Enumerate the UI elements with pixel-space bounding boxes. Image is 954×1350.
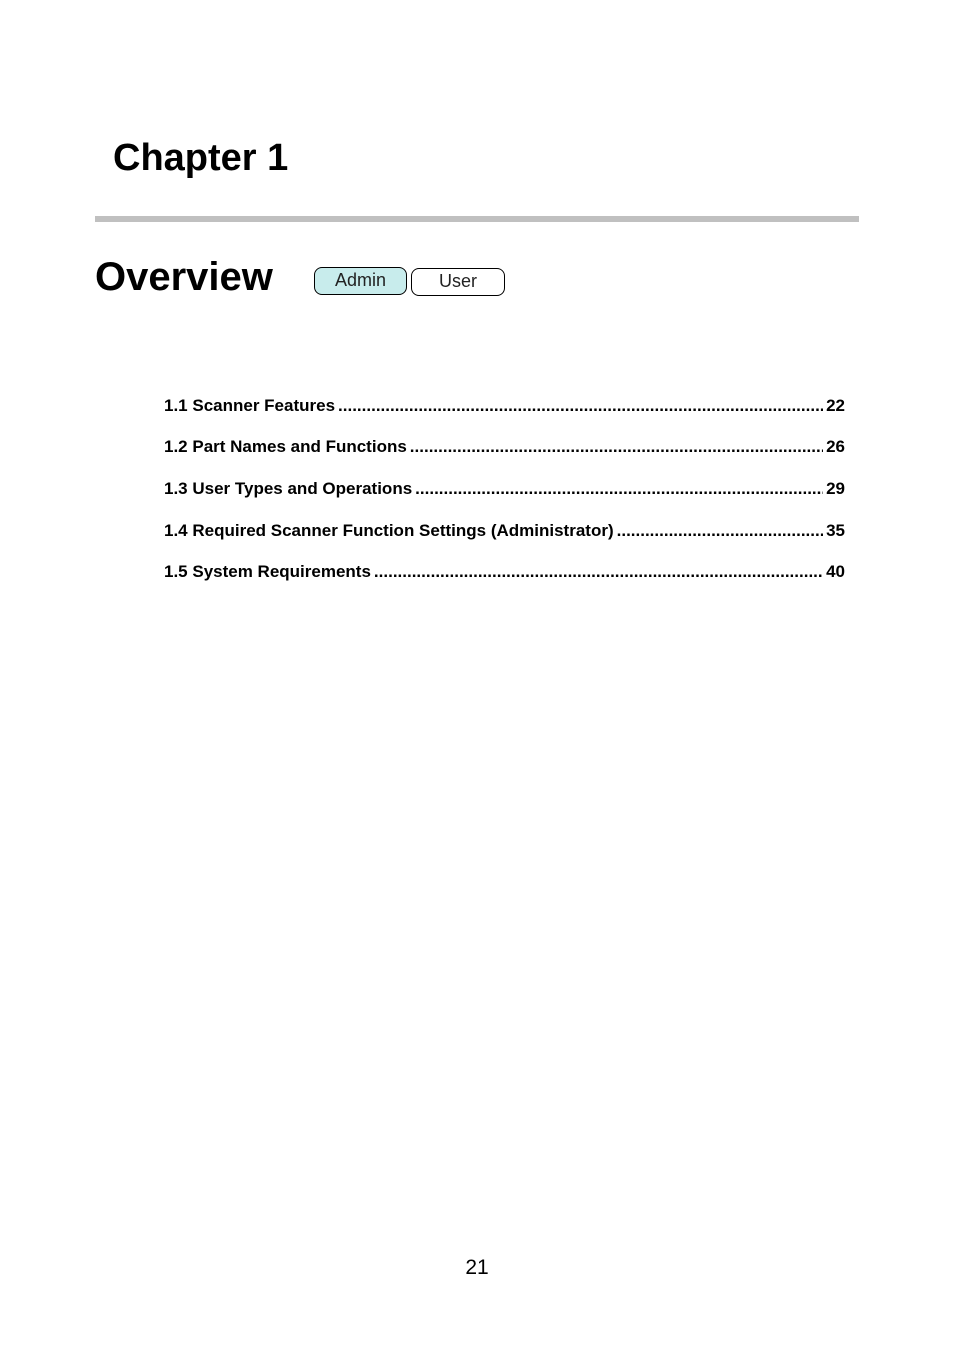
page-title: Overview (95, 255, 273, 299)
toc-entry-page[interactable]: 26 (826, 437, 845, 456)
toc-dot-leader (617, 519, 823, 543)
toc-entry-1-1[interactable] (164, 394, 845, 418)
toc-dot-leader (415, 477, 823, 501)
toc-entry-title[interactable]: 1.4 Required Scanner Function Settings (Administrator) (164, 521, 614, 540)
chapter-divider (95, 216, 859, 222)
toc-entry-title[interactable]: 1.3 User Types and Operations (164, 479, 413, 498)
toc-entry-1-3[interactable] (164, 477, 845, 501)
admin-badge: Admin (314, 267, 407, 295)
toc-dot-leader (410, 435, 823, 459)
toc-entry-title[interactable]: 1.1 Scanner Features (164, 396, 336, 415)
toc-dot-leader (338, 394, 823, 418)
user-badge: User (411, 268, 505, 296)
toc-entry-1-2[interactable] (164, 435, 845, 459)
toc-entry-page[interactable]: 35 (826, 521, 845, 540)
toc-dot-leader (374, 560, 823, 584)
toc-entry-title[interactable]: 1.5 System Requirements (164, 562, 371, 581)
toc-entry-page[interactable]: 29 (826, 479, 845, 498)
toc-entry-1-5[interactable] (164, 560, 845, 584)
toc-entry-page[interactable]: 40 (826, 562, 845, 581)
page-number: 21 (465, 1256, 489, 1279)
toc-entry-1-4[interactable] (164, 519, 845, 543)
toc-entry-page[interactable]: 22 (826, 396, 845, 415)
chapter-label: Chapter 1 (113, 137, 289, 179)
toc-entry-title[interactable]: 1.2 Part Names and Functions (164, 437, 407, 456)
